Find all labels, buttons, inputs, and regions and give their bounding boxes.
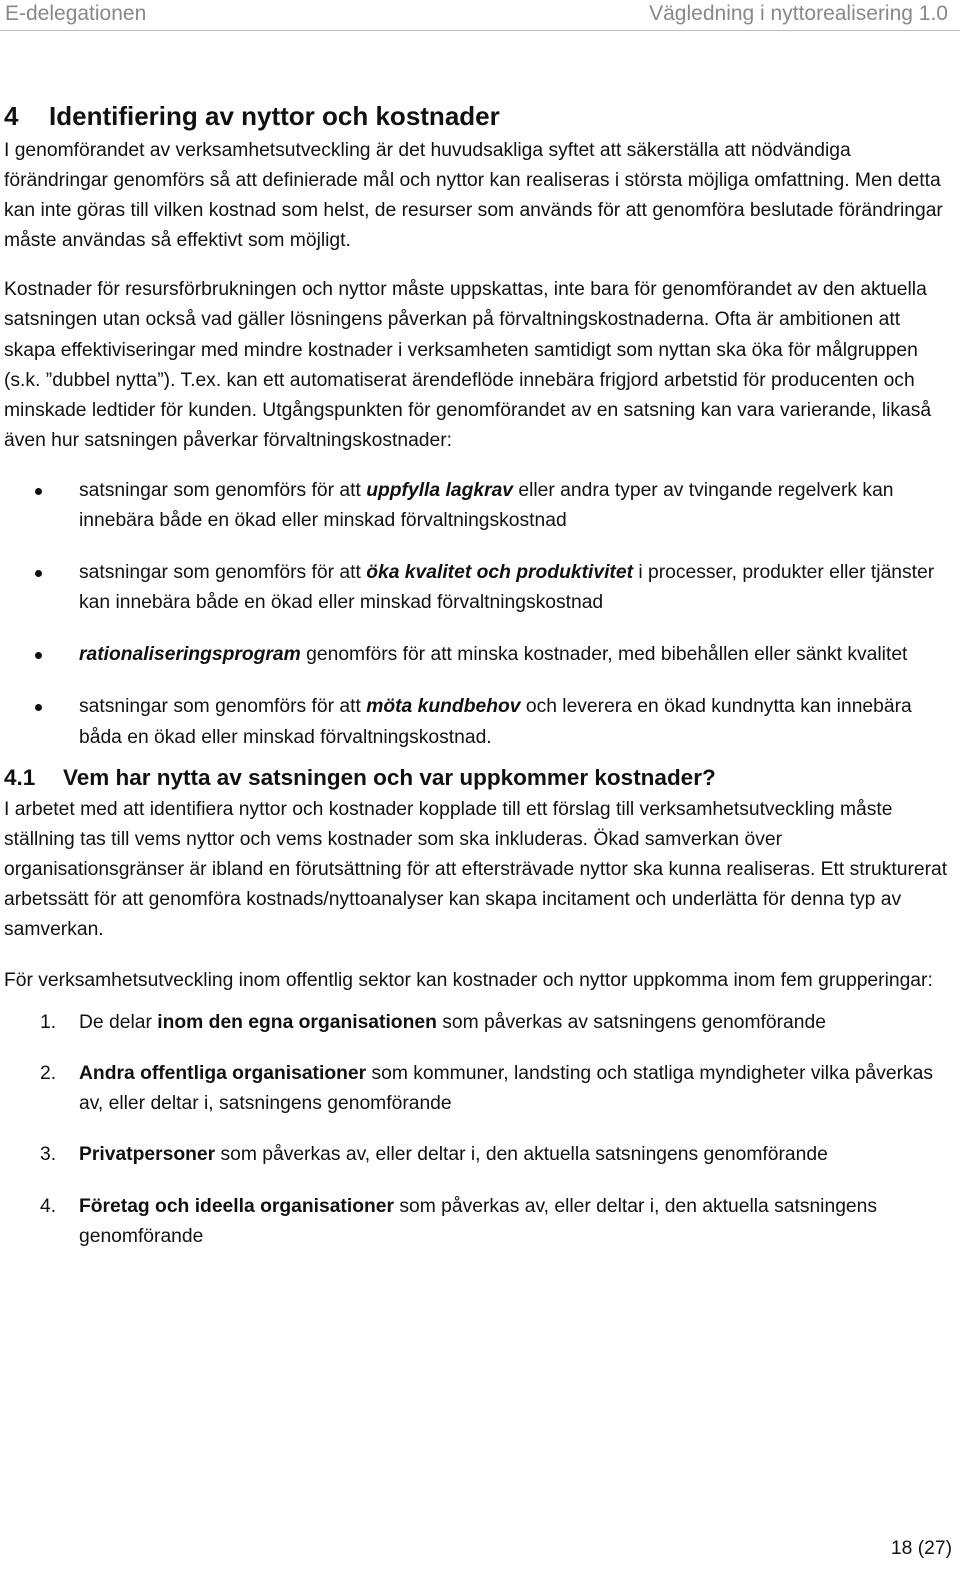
section-4-1-heading: [4, 763, 954, 793]
list-item: satsningar som genomförs för att öka kvalitet och produktivitet i processer, produkter eller tjänster kan innebära både en ökad eller minskad förvaltningskostnad: [4, 558, 954, 618]
bullet-icon: [35, 570, 42, 577]
bullet-list: [4, 476, 954, 753]
list-item: rationaliseringsprogram genomförs för att minska kostnader, med bibehållen eller sänkt kvalitet: [4, 640, 954, 670]
list-item: 1. De delar inom den egna organisationen som påverkas av satsningens genomförande: [4, 1008, 954, 1038]
paragraph: I arbetet med att identifiera nyttor och kostnader kopplade till ett förslag till verksamhetsutveckling måste ställning tas till vems nyttor och vems kostnader som ska inkluderas. Ökad samverkan över organisationsgränser är ibland en förutsättning för att eftersträvade nyttor ska kunna realiseras. Ett strukturerat arbetssätt för att genomföra kostnads/nyttoanalyser kan skapa incitament och underlätta för denna typ av samverkan.: [4, 798, 948, 940]
list-item: 4. Företag och ideella organisationer som påverkas av, eller deltar i, den aktuella satsningens genomförande: [4, 1192, 954, 1252]
item-number: 1.: [40, 1012, 57, 1034]
header-doc-title: Vägledning i nyttorealisering 1.0: [649, 2, 948, 25]
paragraph: För verksamhetsutveckling inom offentlig sektor kan kostnader och nyttor uppkomma inom fem grupperingar:: [4, 970, 933, 992]
paragraph: I genomförandet av verksamhetsutveckling är det huvudsakliga syftet att säkerställa att nödvändiga förändringar genomförs så att definierade mål och nyttor kan realiseras i största möjliga omfattning. Men detta kan inte göras till vilken kostnad som helst, de resurser som används för att genomföra beslutade förändringar måste användas så effektivt som möjligt.: [4, 140, 943, 252]
emphasis: möta kundbehov: [366, 696, 521, 718]
list-item: satsningar som genomförs för att uppfylla lagkrav eller andra typer av tvingande regelverk kan innebära både en ökad eller minskad förvaltningskostnad: [4, 476, 954, 536]
section-title: Vem har nytta av satsningen och var uppkommer kostnader?: [63, 764, 716, 790]
emphasis: inom den egna organisationen: [157, 1012, 437, 1034]
list-item: 2. Andra offentliga organisationer som kommuner, landsting och statliga myndigheter vilka påverkas av, eller deltar i, satsningens genomförande: [4, 1059, 954, 1119]
bullet-icon: [35, 704, 42, 711]
emphasis: rationaliseringsprogram: [79, 644, 301, 666]
emphasis: Andra offentliga organisationer: [79, 1063, 367, 1085]
list-item: satsningar som genomförs för att möta kundbehov och leverera en ökad kundnytta kan innebära båda en ökad eller minskad förvaltningskostnad.: [4, 692, 954, 752]
page-header: [0, 0, 960, 31]
bullet-icon: [35, 488, 42, 495]
document-body: [4, 100, 954, 1273]
section-number: 4: [4, 101, 19, 131]
item-number: 3.: [40, 1144, 57, 1166]
emphasis: Privatpersoner: [79, 1144, 216, 1166]
list-item: 3. Privatpersoner som påverkas av, eller deltar i, den aktuella satsningens genomförande: [4, 1140, 954, 1170]
emphasis: öka kvalitet och produktivitet: [366, 562, 634, 584]
section-number: 4.1: [4, 764, 36, 790]
emphasis: uppfylla lagkrav: [366, 479, 514, 501]
emphasis: Företag och ideella organisationer: [79, 1195, 394, 1217]
header-org: E-delegationen: [5, 2, 147, 25]
page-number: 18 (27): [890, 1538, 952, 1559]
section-title: Identifiering av nyttor och kostnader: [49, 101, 500, 131]
numbered-list: [4, 1008, 954, 1252]
bullet-icon: [35, 652, 42, 659]
item-number: 2.: [40, 1063, 57, 1085]
paragraph: Kostnader för resursförbrukningen och nyttor måste uppskattas, inte bara för genomförandet av den aktuella satsningen utan också vad gäller lösningens påverkan på förvaltningskostnaderna. Ofta är ambitionen att skapa effektiviseringar med mindre kostnader i verksamheten samtidigt som nyttan ska öka för målgruppen (s.k. ”dubbel nytta”). T.ex. kan ett automatiserat ärendeflöde innebära frigjord arbetstid för producenten och minskade ledtider för kunden. Utgångspunkten för genomförandet av en satsning kan vara varierande, likaså även hur satsningen påverkar förvaltningskostnader:: [4, 279, 932, 451]
item-number: 4.: [40, 1195, 57, 1217]
section-4-heading: [4, 100, 954, 132]
